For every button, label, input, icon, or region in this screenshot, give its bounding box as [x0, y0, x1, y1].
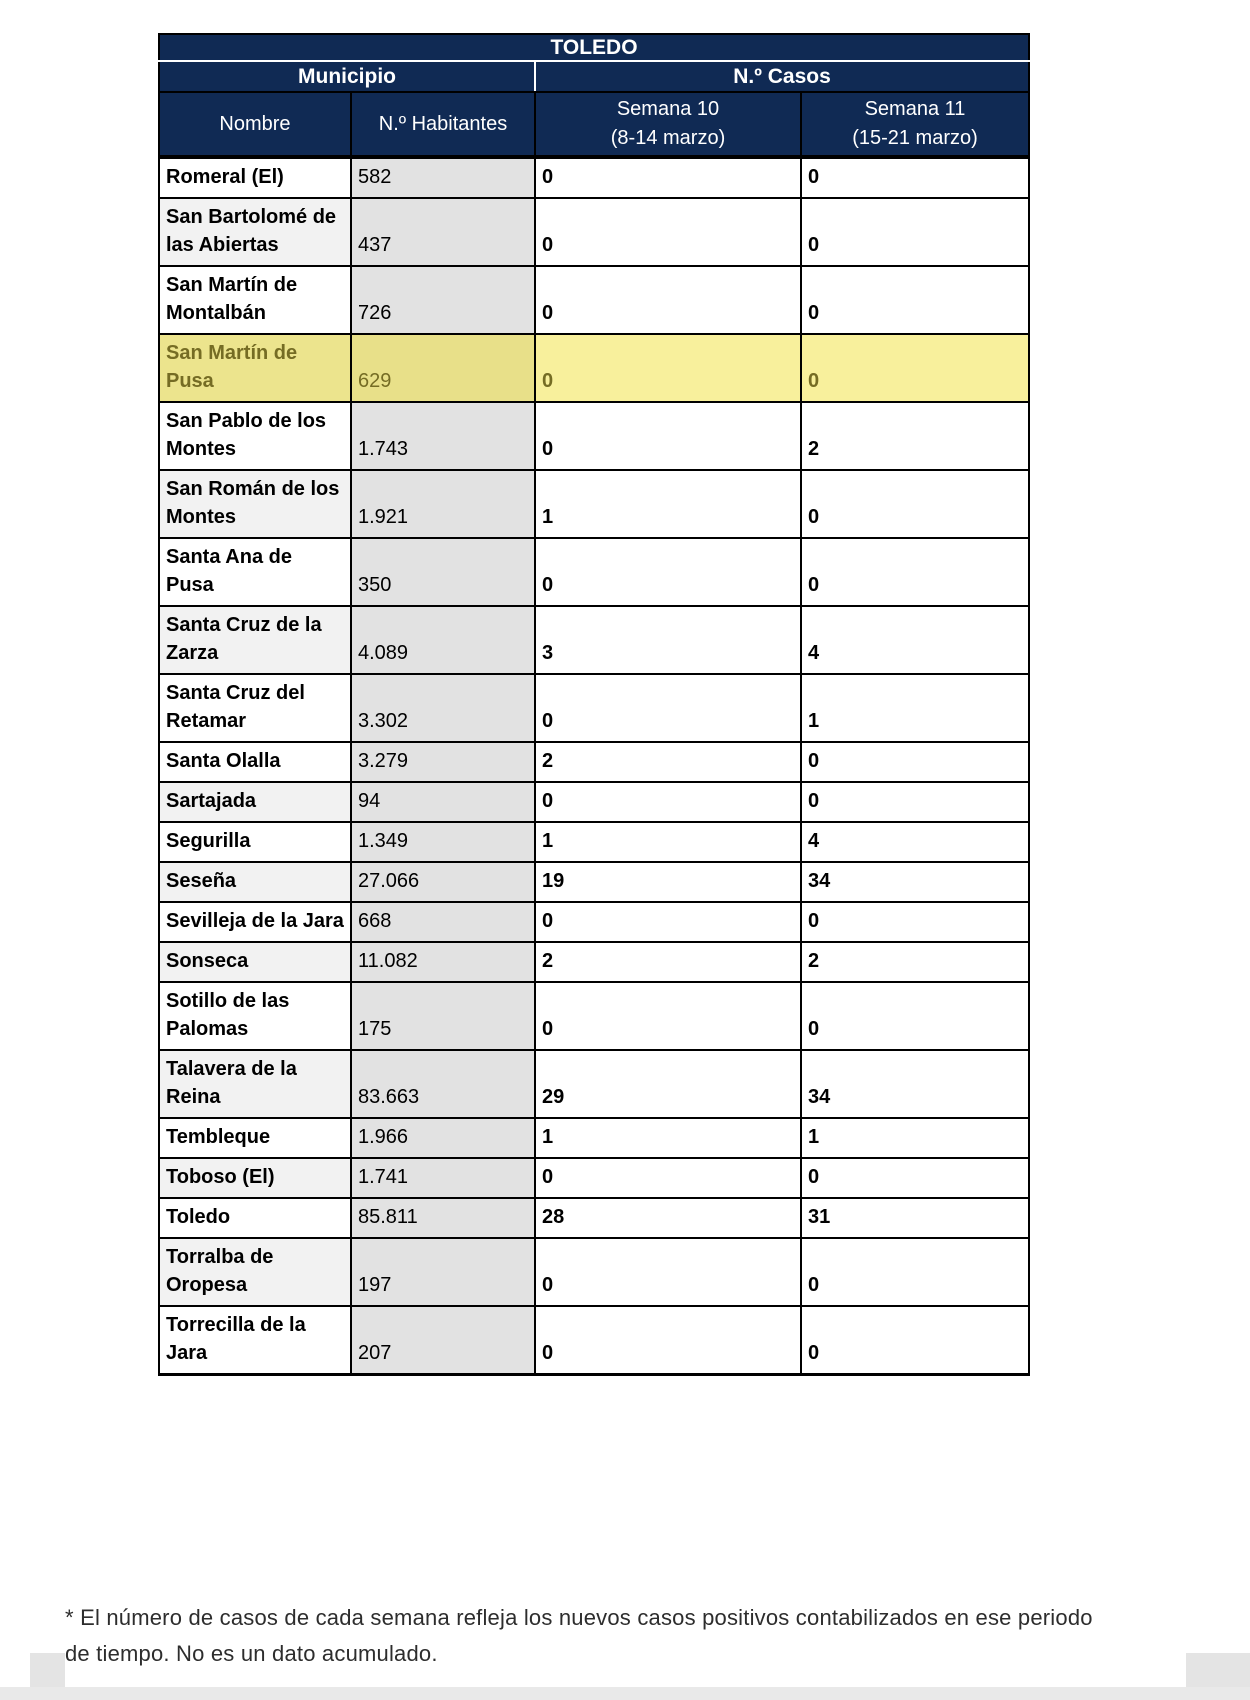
- table-row: [159, 1158, 1029, 1198]
- page-bottom-left-gray: [30, 1653, 65, 1687]
- cell-habitantes: 3.279: [351, 742, 535, 782]
- cell-semana11: 0: [801, 334, 1029, 402]
- cell-semana11: 4: [801, 822, 1029, 862]
- column-header-semana10-sublabel: (8-14 marzo): [610, 127, 726, 149]
- cell-habitantes: 437: [351, 198, 535, 266]
- cell-nombre: Sartajada: [159, 782, 351, 822]
- cell-semana11: 4: [801, 606, 1029, 674]
- cell-nombre: Sevilleja de la Jara: [159, 902, 351, 942]
- cell-nombre: Segurilla: [159, 822, 351, 862]
- table-row: [159, 902, 1029, 942]
- table-header: [159, 34, 1029, 157]
- cell-nombre: Santa Ana de Pusa: [159, 538, 351, 606]
- cell-nombre: Sotillo de las Palomas: [159, 982, 351, 1050]
- table-body: [159, 157, 1029, 1375]
- column-header-semana11-sublabel: (15-21 marzo): [852, 127, 978, 149]
- group-header-municipio: Municipio: [159, 61, 535, 92]
- cell-habitantes: 1.921: [351, 470, 535, 538]
- cell-habitantes: 1.741: [351, 1158, 535, 1198]
- column-header-semana11: [801, 92, 1029, 157]
- cell-nombre: Romeral (El): [159, 157, 351, 198]
- cell-habitantes: 11.082: [351, 942, 535, 982]
- cell-semana11: 0: [801, 538, 1029, 606]
- cell-habitantes: 726: [351, 266, 535, 334]
- cell-semana11: 0: [801, 266, 1029, 334]
- cell-habitantes: 1.743: [351, 402, 535, 470]
- cell-habitantes: 1.966: [351, 1118, 535, 1158]
- group-header-casos: N.º Casos: [535, 61, 1029, 92]
- cell-semana10: 19: [535, 862, 801, 902]
- cell-semana10: 0: [535, 157, 801, 198]
- cell-semana10: 28: [535, 1198, 801, 1238]
- cell-nombre: Toboso (El): [159, 1158, 351, 1198]
- cell-nombre: Sonseca: [159, 942, 351, 982]
- cell-habitantes: 175: [351, 982, 535, 1050]
- page-bottom-strip: [0, 1687, 1250, 1700]
- cell-semana11: 0: [801, 982, 1029, 1050]
- cell-habitantes: 350: [351, 538, 535, 606]
- table-group-header-row: [159, 61, 1029, 92]
- cell-semana11: 0: [801, 1306, 1029, 1375]
- cell-semana11: 1: [801, 1118, 1029, 1158]
- cell-semana11: 0: [801, 1158, 1029, 1198]
- table-title-row: [159, 34, 1029, 61]
- cell-habitantes: 4.089: [351, 606, 535, 674]
- table-row: [159, 402, 1029, 470]
- cell-semana11: 0: [801, 1238, 1029, 1306]
- table-row: [159, 982, 1029, 1050]
- cell-semana10: 0: [535, 902, 801, 942]
- table-row: [159, 1050, 1029, 1118]
- cell-semana10: 29: [535, 1050, 801, 1118]
- cell-habitantes: 3.302: [351, 674, 535, 742]
- cell-nombre: San Martín de Pusa: [159, 334, 351, 402]
- cell-nombre: San Pablo de los Montes: [159, 402, 351, 470]
- cell-habitantes: 85.811: [351, 1198, 535, 1238]
- cell-nombre: Torralba de Oropesa: [159, 1238, 351, 1306]
- cell-semana10: 2: [535, 742, 801, 782]
- cell-habitantes: 197: [351, 1238, 535, 1306]
- cell-nombre: Toledo: [159, 1198, 351, 1238]
- cell-semana10: 1: [535, 822, 801, 862]
- cell-habitantes: 668: [351, 902, 535, 942]
- table-row: [159, 1306, 1029, 1375]
- cell-semana10: 0: [535, 538, 801, 606]
- cell-habitantes: 94: [351, 782, 535, 822]
- table-title: TOLEDO: [159, 34, 1029, 61]
- table-row: [159, 470, 1029, 538]
- column-header-semana10: [535, 92, 801, 157]
- table-row: [159, 198, 1029, 266]
- table-row: [159, 942, 1029, 982]
- cell-nombre: San Román de los Montes: [159, 470, 351, 538]
- cell-semana10: 0: [535, 334, 801, 402]
- cell-semana10: 0: [535, 1158, 801, 1198]
- cell-semana10: 3: [535, 606, 801, 674]
- table-row: [159, 1118, 1029, 1158]
- cell-semana11: 0: [801, 902, 1029, 942]
- table-row: [159, 674, 1029, 742]
- cell-nombre: Torrecilla de la Jara: [159, 1306, 351, 1375]
- cell-habitantes: 27.066: [351, 862, 535, 902]
- table-row: [159, 782, 1029, 822]
- cell-semana11: 0: [801, 742, 1029, 782]
- cell-semana10: 2: [535, 942, 801, 982]
- cell-semana11: 31: [801, 1198, 1029, 1238]
- cell-semana10: 0: [535, 982, 801, 1050]
- table-column-header-row: [159, 92, 1029, 157]
- cell-nombre: Santa Olalla: [159, 742, 351, 782]
- cell-habitantes: 83.663: [351, 1050, 535, 1118]
- cell-semana10: 0: [535, 266, 801, 334]
- cell-semana11: 1: [801, 674, 1029, 742]
- table-row: [159, 742, 1029, 782]
- cell-nombre: Santa Cruz del Retamar: [159, 674, 351, 742]
- cell-semana11: 34: [801, 862, 1029, 902]
- column-header-habitantes: N.º Habitantes: [351, 92, 535, 157]
- cell-semana11: 0: [801, 157, 1029, 198]
- column-header-semana10-label: Semana 10: [616, 98, 720, 120]
- table-row: [159, 266, 1029, 334]
- table-row: [159, 538, 1029, 606]
- column-header-semana11-label: Semana 11: [864, 98, 966, 120]
- column-header-nombre: Nombre: [159, 92, 351, 157]
- cell-semana11: 0: [801, 198, 1029, 266]
- cell-habitantes: 207: [351, 1306, 535, 1375]
- cell-semana11: 2: [801, 942, 1029, 982]
- cell-semana10: 0: [535, 198, 801, 266]
- table-row: [159, 862, 1029, 902]
- cell-nombre: Seseña: [159, 862, 351, 902]
- cell-semana11: 34: [801, 1050, 1029, 1118]
- cell-semana10: 0: [535, 782, 801, 822]
- cell-semana11: 2: [801, 402, 1029, 470]
- cell-habitantes: 629: [351, 334, 535, 402]
- toledo-cases-table: [158, 33, 1030, 1376]
- table-row: [159, 822, 1029, 862]
- cell-semana10: 0: [535, 1306, 801, 1375]
- cell-semana10: 0: [535, 1238, 801, 1306]
- cell-nombre: San Martín de Montalbán: [159, 266, 351, 334]
- cell-nombre: Santa Cruz de la Zarza: [159, 606, 351, 674]
- cell-semana11: 0: [801, 782, 1029, 822]
- table-row: [159, 606, 1029, 674]
- cell-nombre: Tembleque: [159, 1118, 351, 1158]
- cell-semana10: 0: [535, 402, 801, 470]
- cell-habitantes: 582: [351, 157, 535, 198]
- cell-habitantes: 1.349: [351, 822, 535, 862]
- footnote-text: * El número de casos de cada semana refleja los nuevos casos positivos contabilizados en ese periodo de tiempo. No es un dato acumulado.: [65, 1605, 1093, 1666]
- table-row: [159, 157, 1029, 198]
- cell-semana10: 1: [535, 470, 801, 538]
- cell-semana10: 0: [535, 674, 801, 742]
- table-row: [159, 1198, 1029, 1238]
- page-bottom-right-gray: [1186, 1653, 1250, 1687]
- cell-semana11: 0: [801, 470, 1029, 538]
- cell-nombre: San Bartolomé de las Abiertas: [159, 198, 351, 266]
- table-row: [159, 334, 1029, 402]
- cell-semana10: 1: [535, 1118, 801, 1158]
- cell-nombre: Talavera de la Reina: [159, 1050, 351, 1118]
- table-row: [159, 1238, 1029, 1306]
